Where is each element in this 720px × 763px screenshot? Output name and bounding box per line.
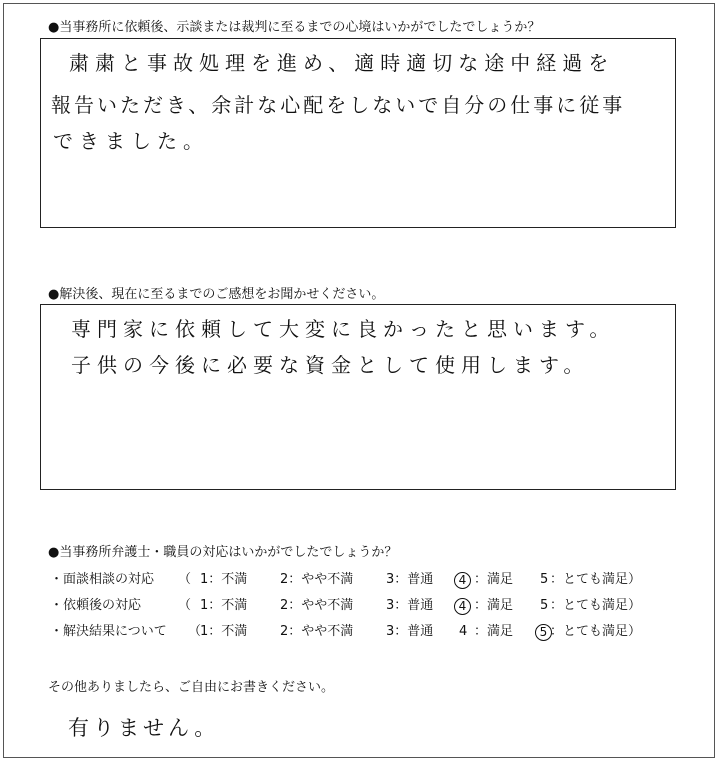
answer-line-3: できました。 [53, 129, 209, 153]
question-impressions: ●解決後、現在に至るまでのご感想をお聞かせください。 [48, 287, 385, 302]
option-5-text: ：とても満足） [550, 572, 642, 587]
paren-open: （ [188, 624, 202, 639]
paren-open: （ [178, 572, 192, 587]
option-2: 2：やや不満 [280, 572, 354, 587]
option-4-num: 4 [459, 624, 468, 639]
option-5-text: ：とても満足） [550, 598, 642, 613]
selected-circle: 4 [454, 572, 471, 589]
question-other-comments: その他ありましたら、ご自由にお書きください。 [48, 680, 335, 695]
question-staff-response: ●当事務所弁護士・職員の対応はいかがでしたでしょうか？ [48, 545, 398, 560]
option-5-text: ：とても満足） [550, 624, 642, 639]
option-2: 2：やや不満 [280, 598, 354, 613]
option-4-text: ：満足 [474, 624, 514, 639]
option-1: 1：不満 [200, 598, 248, 613]
answer-line-2: 子供の今後に必要な資金として使用します。 [71, 353, 590, 377]
rating-label: ・解決結果について [50, 624, 167, 639]
option-1: 1：不満 [200, 572, 248, 587]
answer-line-1: 専門家に依頼して大変に良かったと思います。 [71, 317, 616, 341]
option-4-text: ：満足 [474, 572, 514, 587]
option-3: 3：普通 [386, 572, 434, 587]
option-1: 1：不満 [200, 624, 248, 639]
option-2: 2：やや不満 [280, 624, 354, 639]
answer-other-comments: 有りません。 [68, 716, 220, 740]
option-5-num: 5 [540, 598, 549, 613]
answer-box-state-of-mind [40, 38, 676, 228]
selected-circle: 4 [454, 598, 471, 615]
paren-open: （ [178, 598, 192, 613]
answer-line-2: 報告いただき、余計な心配をしないで自分の仕事に従事 [51, 93, 626, 117]
question-state-of-mind: ●当事務所に依頼後、示談または裁判に至るまでの心境はいかがでしたでしょうか？ [48, 20, 541, 35]
option-3: 3：普通 [386, 624, 434, 639]
option-3: 3：普通 [386, 598, 434, 613]
rating-label: ・依頼後の対応 [50, 598, 142, 613]
option-5-num: 5 [540, 572, 549, 587]
option-4-text: ：満足 [474, 598, 514, 613]
rating-label: ・面談相談の対応 [50, 572, 155, 587]
selected-circle: 5 [535, 624, 552, 641]
answer-line-1: 粛粛と事故処理を進め、適時適切な途中経過を [69, 51, 615, 75]
answer-box-impressions [40, 304, 676, 490]
